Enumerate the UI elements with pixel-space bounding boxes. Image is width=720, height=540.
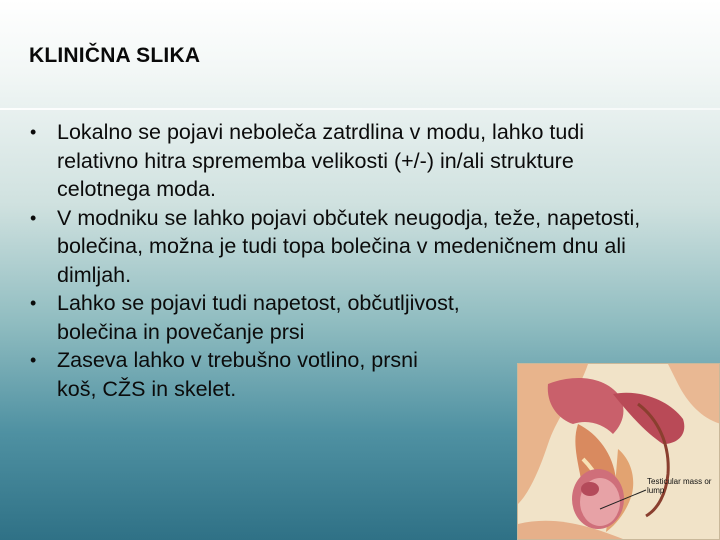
bullet-text: Lahko se pojavi tudi napetost, občutljivost, bolečina in povečanje prsi (57, 291, 460, 344)
bullet-item (30, 346, 457, 403)
bullet-item (30, 289, 537, 346)
bullet-dot-icon: • (30, 207, 37, 228)
bullet-text: Zaseva lahko v trebušno votlino, prsni koš, CŽS in skelet. (57, 348, 418, 401)
bullet-item (30, 118, 662, 204)
bullet-dot-icon: • (30, 293, 37, 313)
bullet-text: V modniku se lahko pojavi občutek neugodja, teže, napetosti, bolečina, možna je tudi topa bolečina v medeničnem dnu ali dimljah. (57, 205, 641, 287)
bullet-item (30, 204, 662, 290)
figure-label: Testicular mass or lump (647, 477, 712, 495)
anatomy-illustration (517, 363, 720, 540)
bullet-dot-icon: • (30, 350, 37, 370)
slide-title: KLINIČNA SLIKA (29, 44, 201, 67)
anatomy-drawing (518, 364, 720, 540)
bullet-list (30, 118, 670, 403)
title-divider (0, 108, 720, 110)
bullet-dot-icon: • (30, 122, 37, 142)
bullet-text: Lokalno se pojavi neboleča zatrdlina v modu, lahko tudi relativno hitra sprememba velikosti (+/-) in/ali strukture celotnega moda. (57, 120, 585, 201)
